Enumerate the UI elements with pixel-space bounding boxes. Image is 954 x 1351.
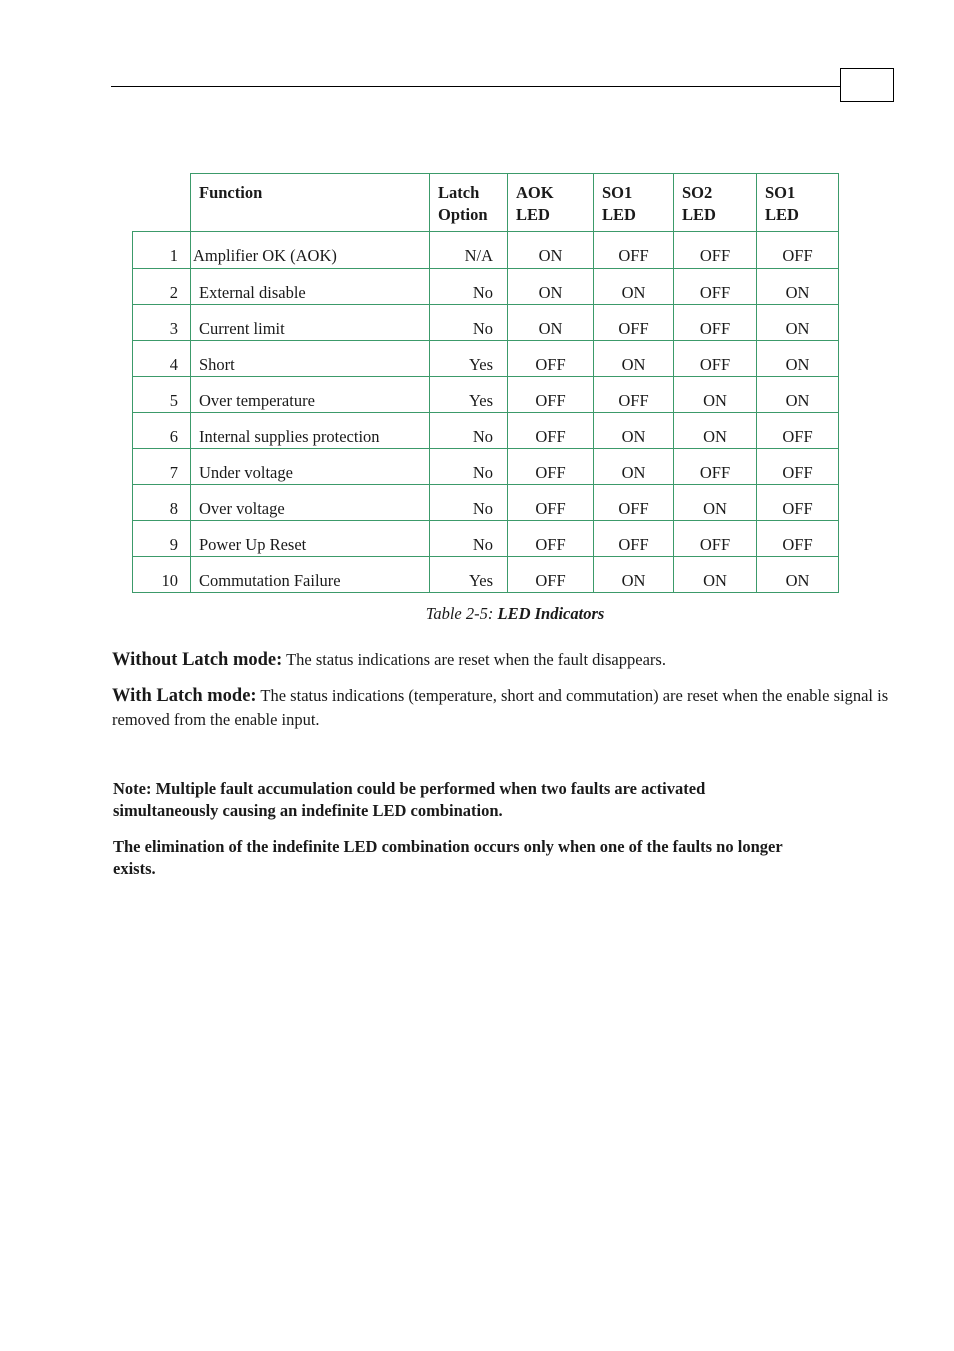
header-so1-led xyxy=(594,174,674,232)
row-number: 5 xyxy=(133,377,191,413)
function-cell: Short xyxy=(191,341,430,377)
so2-led-cell: ON xyxy=(674,377,757,413)
latch-option-cell: No xyxy=(430,449,508,485)
so1-led-cell: OFF xyxy=(594,485,674,521)
latch-option-cell: No xyxy=(430,485,508,521)
aok-led-cell: OFF xyxy=(508,485,594,521)
note-elimination: The elimination of the indefinite LED combination occurs only when one of the faults no longer exists. xyxy=(113,837,783,878)
table-row xyxy=(133,232,839,269)
so1-led-second-cell: ON xyxy=(757,341,839,377)
so1-led-cell: OFF xyxy=(594,305,674,341)
function-cell: Internal supplies protection xyxy=(191,413,430,449)
table-row xyxy=(133,449,839,485)
without-latch-paragraph xyxy=(112,648,902,672)
so1-led-second-cell: OFF xyxy=(757,521,839,557)
so1-led-second-cell: ON xyxy=(757,377,839,413)
header-so2-line1: SO2 xyxy=(682,183,713,202)
header-so1-led-second xyxy=(757,174,839,232)
so1-led-second-cell: ON xyxy=(757,557,839,593)
note-multiple-fault: Note: Multiple fault accumulation could be performed when two faults are activated simultaneously causing an indefinite LED combination. xyxy=(113,779,706,820)
caption-prefix: Table 2-5: xyxy=(425,604,498,623)
so2-led-cell: OFF xyxy=(674,449,757,485)
latch-option-cell: Yes xyxy=(430,377,508,413)
table-body xyxy=(133,232,839,593)
function-cell: External disable xyxy=(191,269,430,305)
table-caption xyxy=(0,604,954,624)
aok-led-cell: OFF xyxy=(508,521,594,557)
so1-led-cell: ON xyxy=(594,269,674,305)
header-latch-option xyxy=(430,174,508,232)
latch-option-cell: No xyxy=(430,521,508,557)
function-cell: Under voltage xyxy=(191,449,430,485)
with-latch-text: The status indications (temperature, short and commutation) are reset when the enable signal is removed from the enable input. xyxy=(112,686,889,729)
aok-led-cell: OFF xyxy=(508,377,594,413)
so1-led-second-cell: OFF xyxy=(757,413,839,449)
without-latch-lead: Without Latch mode: xyxy=(112,650,283,670)
row-number: 8 xyxy=(133,485,191,521)
function-cell: Over voltage xyxy=(191,485,430,521)
without-latch-text: The status indications are reset when the fault disappears. xyxy=(282,650,666,669)
so1-led-second-cell: OFF xyxy=(757,449,839,485)
so1-led-cell: ON xyxy=(594,341,674,377)
row-number: 1 xyxy=(133,232,191,269)
page-number-box xyxy=(840,68,894,102)
so1-led-second-cell: ON xyxy=(757,269,839,305)
so1-led-cell: OFF xyxy=(594,377,674,413)
table-header-row xyxy=(133,174,839,232)
header-aok-led xyxy=(508,174,594,232)
latch-option-cell: N/A xyxy=(430,232,508,269)
latch-option-cell: No xyxy=(430,269,508,305)
so1-led-second-cell: OFF xyxy=(757,232,839,269)
row-number: 4 xyxy=(133,341,191,377)
header-function: Function xyxy=(191,174,430,232)
function-cell: Commutation Failure xyxy=(191,557,430,593)
header-so1b-line2: LED xyxy=(765,205,799,224)
aok-led-cell: ON xyxy=(508,305,594,341)
so1-led-cell: ON xyxy=(594,413,674,449)
caption-title: LED Indicators xyxy=(497,604,605,623)
so1-led-cell: OFF xyxy=(594,521,674,557)
so1-led-cell: OFF xyxy=(594,232,674,269)
header-blank xyxy=(133,174,191,232)
so1-led-second-cell: OFF xyxy=(757,485,839,521)
so2-led-cell: OFF xyxy=(674,269,757,305)
aok-led-cell: OFF xyxy=(508,449,594,485)
so2-led-cell: OFF xyxy=(674,521,757,557)
header-aok-line2: LED xyxy=(516,205,550,224)
so2-led-cell: ON xyxy=(674,413,757,449)
aok-led-cell: ON xyxy=(508,232,594,269)
table-row xyxy=(133,557,839,593)
aok-led-cell: OFF xyxy=(508,413,594,449)
header-so1-line2: LED xyxy=(602,205,636,224)
table-row xyxy=(133,413,839,449)
header-latch-line2: Option xyxy=(438,205,488,224)
so2-led-cell: OFF xyxy=(674,341,757,377)
aok-led-cell: OFF xyxy=(508,557,594,593)
function-cell: Power Up Reset xyxy=(191,521,430,557)
row-number: 6 xyxy=(133,413,191,449)
aok-led-cell: ON xyxy=(508,269,594,305)
row-number: 7 xyxy=(133,449,191,485)
row-number: 9 xyxy=(133,521,191,557)
table-row xyxy=(133,485,839,521)
header-aok-line1: AOK xyxy=(516,183,554,202)
latch-option-cell: Yes xyxy=(430,341,508,377)
so1-led-cell: ON xyxy=(594,449,674,485)
function-cell: Amplifier OK (AOK) xyxy=(191,232,430,269)
aok-led-cell: OFF xyxy=(508,341,594,377)
header-latch-line1: Latch xyxy=(438,183,480,202)
row-number: 3 xyxy=(133,305,191,341)
latch-option-cell: Yes xyxy=(430,557,508,593)
latch-option-cell: No xyxy=(430,305,508,341)
so2-led-cell: OFF xyxy=(674,305,757,341)
header-rule xyxy=(111,86,841,87)
so2-led-cell: OFF xyxy=(674,232,757,269)
header-so1-line1: SO1 xyxy=(602,183,633,202)
led-indicator-table xyxy=(132,173,839,593)
with-latch-lead: With Latch mode: xyxy=(112,686,257,706)
so2-led-cell: ON xyxy=(674,485,757,521)
so1-led-cell: ON xyxy=(594,557,674,593)
table-row xyxy=(133,269,839,305)
with-latch-paragraph xyxy=(112,684,902,731)
row-number: 10 xyxy=(133,557,191,593)
header-so1b-line1: SO1 xyxy=(765,183,796,202)
table-row xyxy=(133,521,839,557)
so1-led-second-cell: ON xyxy=(757,305,839,341)
so2-led-cell: ON xyxy=(674,557,757,593)
table-row xyxy=(133,341,839,377)
latch-option-cell: No xyxy=(430,413,508,449)
header-so2-led xyxy=(674,174,757,232)
function-cell: Over temperature xyxy=(191,377,430,413)
function-cell: Current limit xyxy=(191,305,430,341)
row-number: 2 xyxy=(133,269,191,305)
table-row xyxy=(133,305,839,341)
header-so2-line2: LED xyxy=(682,205,716,224)
table-row xyxy=(133,377,839,413)
